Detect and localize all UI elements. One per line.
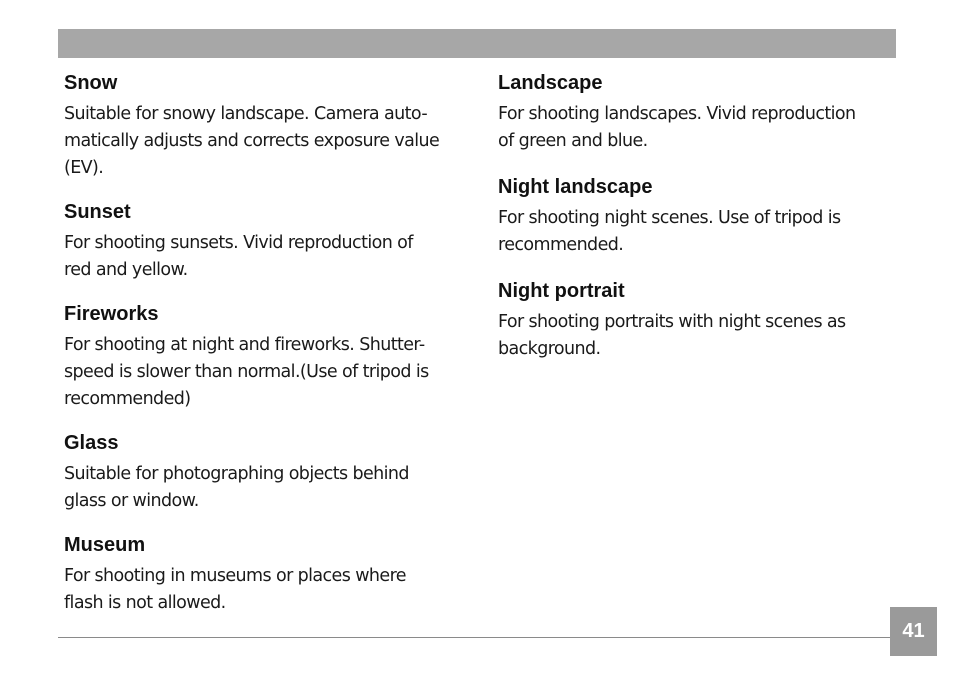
scene-mode-museum	[64, 532, 464, 617]
scene-mode-fireworks	[64, 301, 464, 413]
scene-mode-description: For shooting portraits with night scenes as background.	[498, 312, 846, 359]
scene-mode-title: Fireworks	[64, 303, 159, 325]
scene-mode-description: Suitable for snowy landscape. Camera auto- matically adjusts and corrects exposure value (EV).	[64, 104, 440, 178]
scene-mode-title: Museum	[64, 534, 146, 556]
scene-mode-title: Glass	[64, 432, 119, 454]
scene-mode-snow	[64, 70, 464, 182]
scene-mode-title: Night landscape	[498, 176, 653, 198]
scene-mode-landscape	[498, 70, 898, 155]
scene-mode-night-portrait	[498, 278, 898, 363]
page-number: 41	[890, 607, 937, 656]
scene-mode-title: Snow	[64, 72, 118, 94]
header-bar	[58, 29, 896, 58]
scene-mode-description: For shooting sunsets. Vivid reproduction of red and yellow.	[64, 233, 413, 280]
scene-mode-night-landscape	[498, 174, 898, 259]
scene-mode-sunset	[64, 199, 464, 284]
scene-mode-description: For shooting at night and fireworks. Shutter- speed is slower than normal.(Use of tripod is recommended)	[64, 335, 429, 409]
footer-divider	[58, 637, 891, 638]
scene-mode-title: Sunset	[64, 201, 131, 223]
scene-mode-title: Landscape	[498, 72, 603, 94]
scene-mode-description: For shooting night scenes. Use of tripod is recommended.	[498, 208, 841, 255]
left-column	[64, 70, 464, 617]
right-column	[498, 70, 898, 363]
scene-mode-description: For shooting landscapes. Vivid reproduction of green and blue.	[498, 104, 856, 151]
scene-mode-description: For shooting in museums or places where flash is not allowed.	[64, 566, 406, 613]
scene-mode-title: Night portrait	[498, 280, 625, 302]
scene-mode-glass	[64, 430, 464, 515]
scene-mode-description: Suitable for photographing objects behind glass or window.	[64, 464, 409, 511]
